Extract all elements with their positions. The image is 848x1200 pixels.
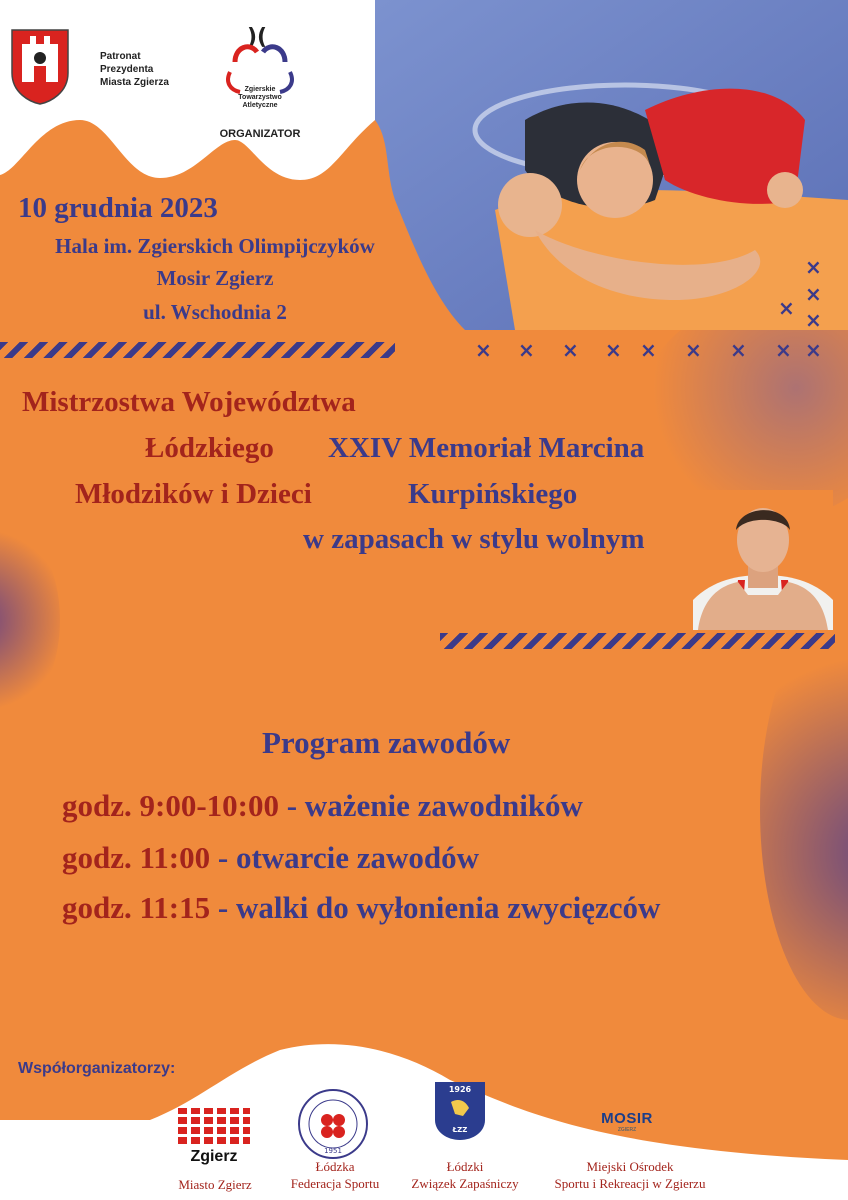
x-mark: × bbox=[730, 338, 747, 362]
mosir-logo bbox=[592, 1110, 662, 1133]
program-item-time: godz. 11:15 bbox=[62, 890, 211, 925]
event-venue-line-3: ul. Wschodnia 2 bbox=[143, 300, 287, 324]
x-mark: × bbox=[778, 296, 795, 320]
x-mark: × bbox=[562, 338, 579, 362]
x-mark: × bbox=[605, 338, 622, 362]
program-item-desc: - walki do wyłonienia zwycięzców bbox=[210, 890, 661, 925]
coorganizer-caption-4 bbox=[540, 1158, 720, 1192]
zgierz-logo-text: Zgierz bbox=[190, 1148, 238, 1165]
x-mark: × bbox=[805, 308, 822, 332]
lzz-logo-year: 1926 bbox=[448, 1085, 472, 1094]
title-right-line-3: w zapasach w stylu wolnym bbox=[303, 523, 645, 555]
decor-blob-left bbox=[0, 520, 60, 720]
lzz-logo-abbr: ŁZZ bbox=[452, 1126, 468, 1134]
zgierz-logo-pattern bbox=[178, 1108, 250, 1144]
x-mark: × bbox=[685, 338, 702, 362]
coorganizer-caption-1 bbox=[160, 1176, 270, 1193]
svg-text:)(: )( bbox=[247, 25, 268, 50]
x-mark: × bbox=[805, 282, 822, 306]
event-venue-line-2: Mosir Zgierz bbox=[156, 266, 274, 290]
coorganizer-caption-3 bbox=[400, 1158, 530, 1192]
program-item-desc: - ważenie zawodników bbox=[278, 788, 583, 823]
patronage-line-3: Miasta Zgierza bbox=[100, 77, 169, 88]
lfs-logo-years: 1951 bbox=[324, 1147, 342, 1155]
program-item-time: godz. 9:00-10:00 bbox=[62, 788, 279, 823]
stripe-divider-left bbox=[0, 342, 395, 358]
title-left-line-2: Łódzkiego bbox=[145, 432, 274, 464]
patronage-line-2: Prezydenta bbox=[100, 64, 154, 75]
program-item bbox=[62, 890, 660, 926]
x-mark: × bbox=[475, 338, 492, 362]
event-venue-line-1: Hala im. Zgierskich Olimpijczyków bbox=[55, 234, 375, 258]
caption-line: Łódzka bbox=[315, 1159, 355, 1174]
event-date: 10 grudnia 2023 bbox=[18, 192, 218, 224]
caption-line: Miejski Ośrodek bbox=[586, 1159, 674, 1174]
x-mark: × bbox=[775, 338, 792, 362]
zgierz-city-logo bbox=[178, 1108, 250, 1166]
zgierz-crest-logo bbox=[10, 28, 70, 106]
x-mark: × bbox=[805, 338, 822, 362]
program-item-time: godz. 11:00 bbox=[62, 840, 211, 875]
organizer-text-3: Atletyczne bbox=[242, 102, 278, 109]
lzz-logo bbox=[433, 1080, 487, 1142]
memorial-portrait-photo bbox=[693, 490, 833, 630]
program-item bbox=[62, 840, 479, 876]
title-right-line-2: Kurpińskiego bbox=[408, 478, 578, 510]
x-mark: × bbox=[518, 338, 535, 362]
title-left-line-1: Mistrzostwa Województwa bbox=[22, 386, 356, 418]
caption-line: Łódzki bbox=[446, 1159, 484, 1174]
title-right-line-1: XXIV Memoriał Marcina bbox=[328, 432, 645, 464]
x-mark: × bbox=[640, 338, 657, 362]
decor-blob-right bbox=[760, 600, 848, 1020]
caption-line: Sportu i Rekreacji w Zgierzu bbox=[554, 1176, 706, 1191]
organizer-logo-text bbox=[215, 86, 305, 110]
program-item bbox=[62, 788, 583, 824]
lfs-logo bbox=[297, 1088, 369, 1160]
coorganizer-caption-2 bbox=[280, 1158, 390, 1192]
organizer-text-1: Zgierskie bbox=[244, 86, 276, 93]
coorganizers-label: Współorganizatorzy: bbox=[18, 1060, 176, 1077]
caption-line: Federacja Sportu bbox=[290, 1176, 380, 1191]
organizer-text-2: Towarzystwo bbox=[238, 94, 282, 101]
caption-line: Związek Zapaśniczy bbox=[411, 1176, 519, 1191]
stripe-divider-right bbox=[440, 633, 835, 649]
mosir-logo-text: MOSIR bbox=[601, 1110, 653, 1127]
program-item-desc: - otwarcie zawodów bbox=[210, 840, 480, 875]
patronage-line-1: Patronat bbox=[100, 51, 141, 62]
caption-line: Miasto Zgierz bbox=[178, 1177, 252, 1192]
patronage-text bbox=[100, 50, 169, 89]
decor-blob-top bbox=[640, 300, 848, 520]
program-heading: Program zawodów bbox=[262, 725, 511, 760]
mosir-logo-sub: ZGIERZ bbox=[617, 1127, 637, 1133]
wrestling-photo bbox=[375, 0, 848, 330]
title-left-line-3: Młodzików i Dzieci bbox=[75, 478, 312, 510]
organizer-label: ORGANIZATOR bbox=[219, 128, 301, 140]
x-mark: × bbox=[805, 255, 822, 279]
